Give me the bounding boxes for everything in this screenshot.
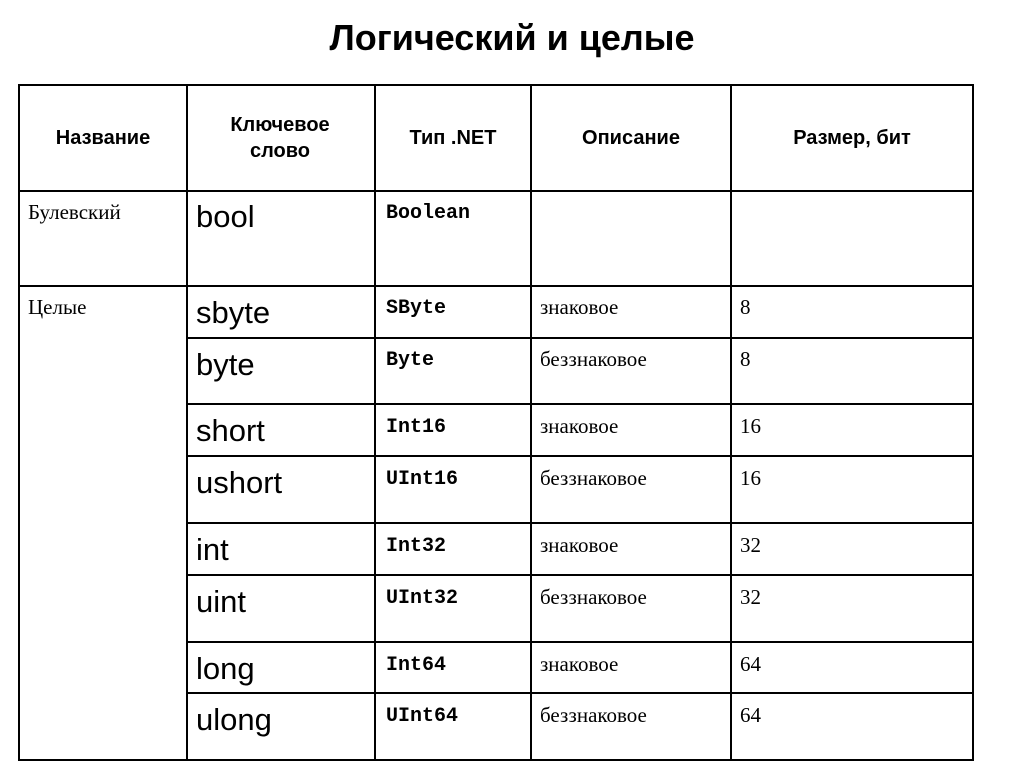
types-table bbox=[18, 84, 974, 761]
size-cell: 32 bbox=[740, 585, 761, 609]
description-cell: знаковое bbox=[540, 652, 619, 676]
column-divider bbox=[186, 84, 188, 761]
net-type-cell: UInt64 bbox=[386, 705, 459, 728]
group-divider bbox=[18, 285, 974, 287]
header-keyword: Ключевое слово bbox=[230, 114, 330, 162]
keyword-cell: uint bbox=[196, 584, 246, 619]
header-name: Название bbox=[55, 127, 151, 149]
size-cell: 16 bbox=[740, 414, 761, 438]
description-cell: знаковое bbox=[540, 533, 619, 557]
row-divider bbox=[186, 455, 974, 457]
net-type-cell: UInt16 bbox=[386, 468, 459, 491]
description-cell: беззнаковое bbox=[540, 347, 647, 371]
keyword-cell: short bbox=[196, 413, 265, 448]
size-cell: 32 bbox=[740, 533, 761, 557]
description-cell: беззнаковое bbox=[540, 703, 647, 727]
header-size: Размер, бит bbox=[793, 127, 911, 149]
row-divider bbox=[186, 403, 974, 405]
group-label-integer: Целые bbox=[28, 295, 87, 319]
description-cell: знаковое bbox=[540, 295, 619, 319]
description-cell: беззнаковое bbox=[540, 466, 647, 490]
row-divider bbox=[186, 692, 974, 694]
size-cell: 8 bbox=[740, 295, 751, 319]
keyword-cell: ushort bbox=[196, 465, 283, 500]
net-type-cell: UInt32 bbox=[386, 587, 459, 610]
row-divider bbox=[186, 641, 974, 643]
description-cell: знаковое bbox=[540, 414, 619, 438]
keyword-cell: ulong bbox=[196, 702, 272, 737]
size-cell: 64 bbox=[740, 652, 761, 676]
net-type-cell: Int64 bbox=[386, 654, 447, 677]
net-type-cell: SByte bbox=[386, 297, 447, 320]
size-cell: 16 bbox=[740, 466, 761, 490]
net-type-cell: Int16 bbox=[386, 416, 447, 439]
keyword-cell: sbyte bbox=[196, 295, 271, 330]
table-border-right bbox=[972, 84, 974, 761]
keyword-cell: int bbox=[196, 532, 229, 567]
row-divider bbox=[186, 522, 974, 524]
keyword-cell: byte bbox=[196, 347, 255, 382]
net-type-cell: Byte bbox=[386, 349, 435, 372]
page-title: Логический и целые bbox=[329, 17, 695, 58]
group-label-boolean: Булевский bbox=[28, 200, 121, 224]
size-cell: 64 bbox=[740, 703, 761, 727]
table-border-bottom bbox=[18, 759, 974, 761]
header-description: Описание bbox=[582, 127, 680, 149]
keyword-cell: long bbox=[196, 651, 255, 686]
keyword-cell: bool bbox=[196, 199, 255, 234]
header-divider bbox=[18, 190, 974, 192]
row-divider bbox=[186, 574, 974, 576]
row-divider bbox=[186, 337, 974, 339]
description-cell: беззнаковое bbox=[540, 585, 647, 609]
net-type-cell: Int32 bbox=[386, 535, 447, 558]
net-type-cell: Boolean bbox=[386, 202, 471, 225]
size-cell: 8 bbox=[740, 347, 751, 371]
header-net-type: Тип .NET bbox=[409, 127, 497, 149]
